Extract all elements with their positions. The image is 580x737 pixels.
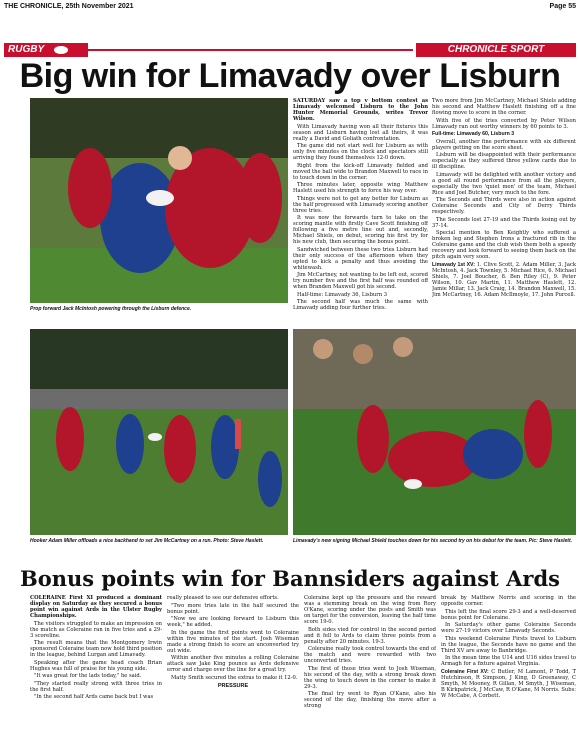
page-number: Page 55 — [549, 3, 576, 10]
story2-para: Within another five minutes a rolling Coleraine attack saw Jake King pounce as Ards defensive error and charge over the line for a great try. — [167, 655, 299, 673]
story1-para: The game did not start well for Lisburn as with only five minutes on the clock and spectators still arriving they found themselves 12-0 down. — [293, 143, 428, 161]
caption-2: Hooker Adam Miller offloads a nice backhand to set Jim McCartney on a run. Photo: Steve Haslett. — [30, 538, 264, 544]
caption-1: Prop forward Jack McIntosh powering through the Lisburn defence. — [30, 306, 192, 312]
photo-try-touchdown — [293, 329, 576, 535]
story2-para: In the game the first points went to Coleraine within five minutes of the start. Josh Wiseman made a strong finish to score an unconverted try out wide. — [167, 629, 299, 654]
story1-para: Jim McCartney, not wanting to be left out, scored try number five and the first half was rounded off when Branden Maxwell got his second. — [293, 272, 428, 290]
story2-para: Both sides vied for control in the second period and it fell to Ards to claim three points from a penalty after 20 minutes. 19-3. — [304, 626, 436, 645]
story1-lineup — [432, 262, 576, 298]
story2-para: In the mean time the U14 and U16 sides travel to Armagh for a fixture against Virginia. — [441, 655, 576, 667]
photo-try-touchdown-image — [293, 329, 576, 535]
story2-para: The final try went to Ryan O'Kane, also his second of the day, finishing the move after a strong — [304, 691, 436, 709]
story1-para: Half-time: Limavady 36, Lisburn 3 — [297, 291, 388, 298]
story1-para: Limavady will be delighted with another victory and a good all round performance from all the players, especially the two 'quiet men' of the team, Michael Rice and Joel Butcher, very much to the fore. — [432, 171, 576, 196]
story2-lead: COLERAINE First XI produced a dominant display on Saturday as they secured a bonus point win against Ards in the Ulster Rugby Championships. — [30, 595, 162, 619]
story2-para: Coleraine kept up the pressure and the reward was a stemming break on the wing from Rory O'Kane, scoring under the posts and Smith was on target for the conversion, leaving the half time score 19-0. — [304, 595, 436, 625]
story2-para: This weekend Coleraine Firsts travel to Lisburn in the league, the Seconds have no game and the Third XV are away to Banbridge. — [441, 635, 576, 654]
story2-para: "In the second half Ards came back but I was — [34, 694, 154, 700]
story2-column-4 — [441, 595, 576, 735]
story2-para: The first of those tries went to Josh Wiseman, his second of the day, with a strong break down the wing to touch down in the corner to make it 29-3. — [304, 665, 436, 690]
story1-para: The Seconds lost 27-19 and the Thirds losing out by 37-14. — [432, 216, 576, 229]
story2-lineup — [441, 669, 576, 699]
story2-lineup-label: Coleraine First XV: — [441, 668, 489, 675]
story1-para: With Limavady having won all their fixtures this season and Lisburn having lost all theirs, it was really a David and Goliath confrontation. — [293, 123, 428, 142]
story2-para: The visitors struggled to make an impression on the match as Coleraine ran in five tries and a 29-3 scoreline. — [30, 620, 162, 639]
story2-lineup-text: C Butler, M Lamont, P Todd, T Hutchinson, R Simpson, J King, D Greenaway, C Smyth, M Mooney, R Gillan, M Smyth, J Wiseman, B Kirkpatrick, J McCaw, R O'Kane, M Norris. Subs: W McCabe, A Corbett. — [441, 668, 576, 699]
story2-para: "Now we are looking forward to Lisburn this week," he added. — [167, 616, 299, 628]
photo-prop-forward-image — [30, 98, 288, 303]
caption-3: Limavady's new signing Michael Shield touches down for his second try on his debut for the team. Pic: Steve Haslett. — [293, 538, 573, 544]
section-bar — [4, 43, 576, 57]
story1-para: Overall, another fine performance with six different players getting on the score sheet. — [432, 138, 576, 151]
story1-para: The Seconds and Thirds were also in action against Coleraine Seconds and City of Derry Thirds respectively. — [432, 197, 576, 215]
story1-para: With five of the tries converted by Peter Wilson Limavady ran out worthy winners by 60 points to 3. — [432, 117, 576, 130]
story2-para: Coleraine really took control towards the end of the match and were rewarded with two unconverted tries. — [304, 646, 436, 664]
story1-column-2 — [432, 98, 576, 320]
story2-para: really pleased to see our defensive efforts. — [167, 595, 279, 601]
story1-para: Right from the kick-off Limavady fielded and moved the ball wide to Brandon Maxwell to race in to touch down in the corner. — [293, 162, 428, 181]
story1-lineup-label: Limavady 1st XV: — [432, 261, 475, 268]
story1-para: Sandwiched between these two tries Lisburn had their only success of the afternoon when they opted to kick a penalty and thus avoiding the whitewash. — [293, 246, 428, 271]
story2-headline: Bonus points win for Bannsiders against Ards — [19, 566, 561, 591]
story1-para: Special mention to Ben Keightly who suffered a broken leg and Stephen Irons a fractured rib in the Coleraine game and the club wish them both a speedy recovery and look forward to seeing them back on the pitch again very soon. — [432, 230, 576, 260]
story2-para: The result means that the Montgomery Irwin sponsored Coleraine team now hold third position in the league, behind Lurgan and Limavady. — [30, 640, 162, 658]
story1-para: Lisburn will be disappointed with their performance especially as they suffered three yellow cards due to ill discipline. — [432, 152, 576, 170]
photo-hooker-offload — [30, 329, 288, 535]
story1-column-1 — [293, 98, 428, 320]
story2-column-1 — [30, 595, 162, 735]
photo-prop-forward — [30, 98, 288, 303]
story2-para: "Two more tries late in the half secured the bonus point. — [167, 602, 299, 615]
photo-hooker-offload-image — [30, 329, 288, 535]
story2-column-2 — [167, 595, 299, 735]
section-label-text: RUGBY — [8, 44, 45, 55]
story2-para: "They started really strong with three tries in the first half. — [30, 680, 162, 693]
section-rule — [88, 49, 413, 51]
story1-para: Three minutes later, opposite wing Matthew Haslett used his strength to force his way over. — [293, 182, 428, 194]
story2-para: Matty Smith secured the extras to make it 12-0. — [171, 674, 298, 681]
story2-para: "It was great for the lads today," he said. — [34, 673, 142, 679]
story1-para: Two more from Jim McCartney, Michael Shiels adding his second and Matthew Haslett finishing off a fine flowing move to score in the corner. — [432, 98, 576, 116]
publication-date: THE CHRONICLE, 25th November 2021 — [4, 3, 134, 10]
story1-para: It was now the forwards turn to take on the scoring mantle with firstly Cave Scott finishing off following a five metre line out and, secondly, Michael Shiels, on debut, scoring his first try for his new club, then securing the bonus point. — [293, 215, 428, 245]
story2-para: In Saturday's other game Coleraine Seconds were 27-19 victors over Limavady Seconds. — [441, 622, 576, 634]
brand-label: CHRONICLE SPORT — [416, 43, 576, 57]
story1-fulltime: Full-time: Limavady 60, Lisburn 3 — [432, 131, 515, 137]
story1-para: Things were not to get any better for Lisburn as the half progressed with Limavady scoring another three tries. — [293, 195, 428, 214]
story1-para: The second half was much the same with Limavady adding four further tries. — [293, 299, 428, 311]
story1-headline: Big win for Limavady over Lisburn — [19, 57, 561, 95]
section-label — [4, 43, 88, 57]
story2-para: break by Matthew Norris and scoring in the opposite corner. — [441, 595, 576, 607]
story2-para: This left the final score 29-3 and a well-deserved bonus point for Coleraine. — [441, 608, 576, 621]
story2-column-3 — [304, 595, 436, 735]
page-header — [4, 3, 576, 13]
story1-lineup-text: 1. Clive Scott, 2. Adam Miller, 3. Jack McIntosh, 4. Jack Townley, 5. Michael Rice, 6. Michael Shiels, 7. Joel Boucher, 8. Ben Riley (C), 9. Peter Wilson, 10. Gav Martin, 11. Matthew Haslett, 12. Jamie Millar, 13. Jack Craig, 14. Brandon Maxwell, 15. Jim McCartney, 16. Adam McIlmoyle, 17. John Purcell. — [432, 261, 576, 298]
story2-para: Speaking after the game head coach Brian Hughes was full of praise for his young side. — [30, 659, 162, 672]
story1-lead: SATURDAY saw a top v bottom contest as Limavady welcomed Lisburn to the John Hunter Memorial Grounds, writes Trevor Wilson. — [293, 98, 428, 122]
story2-subhead: PRESSURE — [217, 682, 249, 689]
rugby-ball-icon — [54, 46, 68, 54]
